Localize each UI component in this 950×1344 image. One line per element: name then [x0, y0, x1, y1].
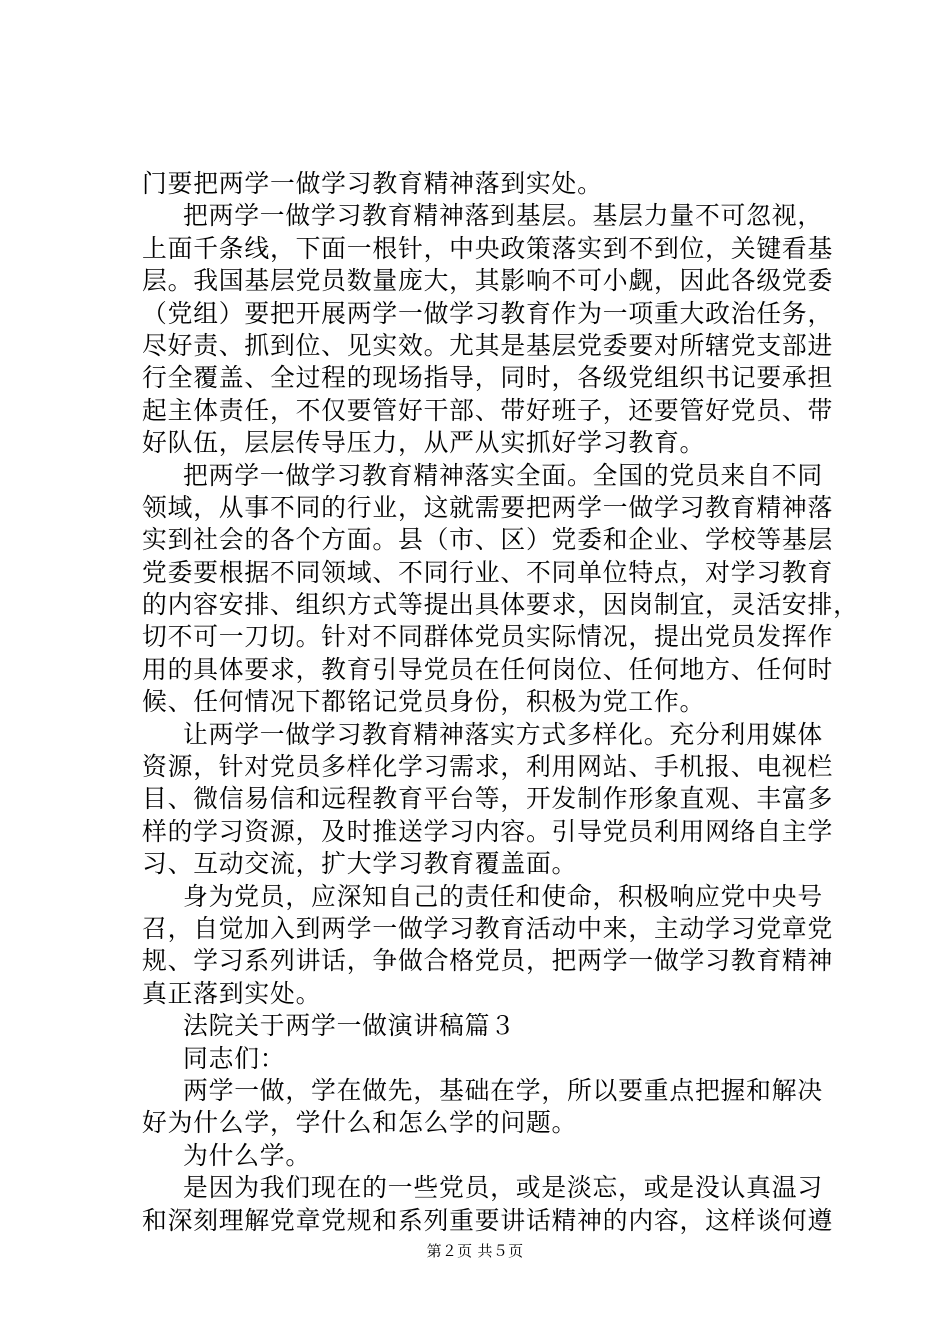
text-line: 行全覆盖、全过程的现场指导，同时，各级党组织书记要承担 [142, 363, 834, 393]
text-line: 好为什么学，学什么和怎么学的问题。 [142, 1108, 578, 1138]
text-line: 候、任何情况下都铭记党员身份，积极为党工作。 [142, 687, 706, 717]
text-line: 用的具体要求，教育引导党员在任何岗位、任何地方、任何时 [142, 654, 834, 684]
text-line: 党委要根据不同领域、不同行业、不同单位特点，对学习教育 [142, 557, 834, 587]
text-line: 习、互动交流，扩大学习教育覆盖面。 [142, 849, 578, 879]
text-line: 样的学习资源，及时推送学习内容。引导党员利用网络自主学 [142, 816, 834, 846]
text-line: 把两学一做学习教育精神落到基层。基层力量不可忽视， [183, 201, 823, 231]
section-heading: 法院关于两学一做演讲稿篇３ [183, 1011, 516, 1041]
text-line: 领域，从事不同的行业，这就需要把两学一做学习教育精神落 [142, 492, 834, 522]
text-line: 切不可一刀切。针对不同群体党员实际情况，提出党员发挥作 [142, 622, 834, 652]
text-line: 目、微信易信和远程教育平台等，开发制作形象直观、丰富多 [142, 784, 834, 814]
text-line: 实到社会的各个方面。县（市、区）党委和企业、学校等基层 [142, 525, 834, 555]
text-line: 起主体责任，不仅要管好干部、带好班子，还要管好党员、带 [142, 395, 834, 425]
text-line: 让两学一做学习教育精神落实方式多样化。充分利用媒体 [183, 719, 823, 749]
text-line: 召，自觉加入到两学一做学习教育活动中来，主动学习党章党 [142, 913, 834, 943]
page-number-footer: 第２页 共５页 [426, 1242, 524, 1260]
text-line: 两学一做，学在做先，基础在学，所以要重点把握和解决 [183, 1075, 823, 1105]
text-line: 资源，针对党员多样化学习需求，利用网站、手机报、电视栏 [142, 752, 834, 782]
text-line: 为什么学。 [183, 1140, 311, 1170]
text-line: 身为党员，应深知自己的责任和使命，积极响应党中央号 [183, 881, 823, 911]
text-line: 上面千条线，下面一根针，中央政策落实到不到位，关键看基 [142, 233, 834, 263]
text-line: 好队伍，层层传导压力，从严从实抓好学习教育。 [142, 428, 706, 458]
salutation: 同志们： [183, 1043, 286, 1073]
text-line: 门要把两学一做学习教育精神落到实处。 [142, 169, 603, 198]
text-line: 和深刻理解党章党规和系列重要讲话精神的内容，这样谈何遵 [142, 1205, 834, 1235]
text-line: 把两学一做学习教育精神落实全面。全国的党员来自不同 [183, 460, 823, 490]
body-text [142, 168, 859, 1237]
text-line: 的内容安排、组织方式等提出具体要求，因岗制宜，灵活安排， [142, 590, 859, 620]
text-line: 规、学习系列讲话，争做合格党员，把两学一做学习教育精神 [142, 946, 834, 976]
text-line: 真正落到实处。 [142, 978, 322, 1008]
text-line: 尽好责、抓到位、见实效。尤其是基层党委要对所辖党支部进 [142, 330, 834, 360]
text-line: 是因为我们现在的一些党员，或是淡忘，或是没认真温习 [183, 1173, 823, 1203]
text-line: （党组）要把开展两学一做学习教育作为一项重大政治任务， [142, 298, 834, 328]
text-line: 层。我国基层党员数量庞大，其影响不可小觑，因此各级党委 [142, 266, 834, 296]
